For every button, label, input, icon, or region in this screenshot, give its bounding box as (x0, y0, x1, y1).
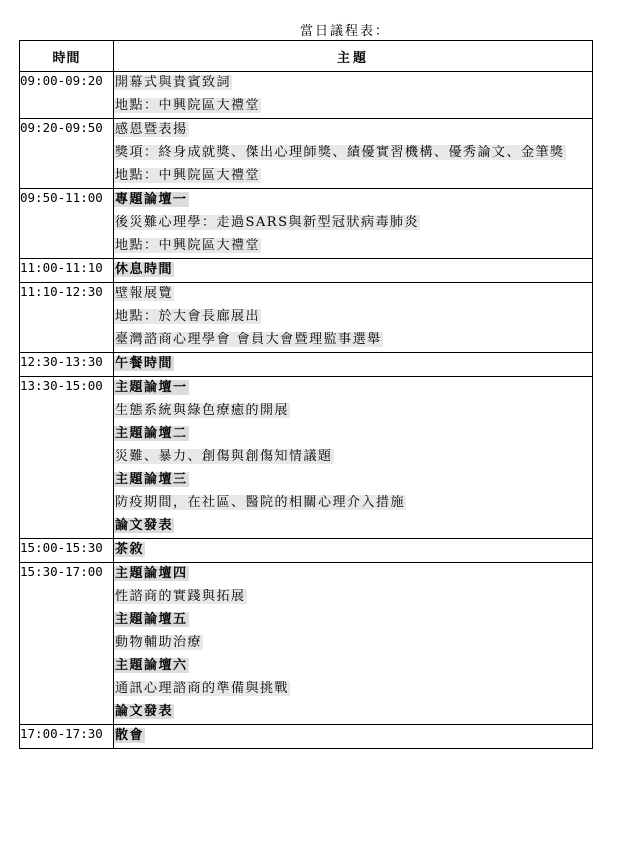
session-time: 11:00-11:10 (20, 259, 114, 283)
session-topic (114, 283, 593, 353)
session-detail (114, 446, 592, 469)
session-detail (114, 72, 592, 95)
session-text: 地點：中興院區大禮堂 (115, 238, 261, 253)
session-text: 專題論壇一 (115, 192, 188, 207)
session-text: 主題論壇四 (115, 566, 188, 581)
session-text: 午餐時間 (115, 356, 174, 371)
session-detail (114, 678, 592, 701)
session-text: 主題論壇一 (115, 380, 188, 395)
session-heading (114, 539, 592, 562)
session-heading (114, 377, 592, 400)
session-detail (114, 492, 592, 515)
session-heading (114, 259, 592, 282)
session-detail (114, 586, 592, 609)
agenda-row (20, 72, 593, 119)
session-text: 感恩暨表揚 (115, 122, 188, 137)
session-heading (114, 515, 592, 538)
session-topic (114, 539, 593, 563)
session-text: 災難、暴力、創傷與創傷知情議題 (115, 449, 333, 464)
session-detail (114, 632, 592, 655)
session-detail (114, 329, 592, 352)
session-text: 臺灣諮商心理學會 會員大會暨理監事選舉 (115, 332, 382, 347)
session-topic (114, 72, 593, 119)
agenda-row (20, 353, 593, 377)
agenda-header-row (20, 41, 593, 72)
session-detail (114, 306, 592, 329)
session-time: 17:00-17:30 (20, 725, 114, 749)
session-text: 論文發表 (115, 704, 174, 719)
header-topic: 主題 (114, 41, 593, 72)
session-text: 通訊心理諮商的準備與挑戰 (115, 681, 290, 696)
session-time: 11:10-12:30 (20, 283, 114, 353)
session-text: 地點：中興院區大禮堂 (115, 98, 261, 113)
agenda-body (20, 72, 593, 749)
agenda-caption: 當日議程表： (300, 24, 391, 39)
session-heading (114, 563, 592, 586)
session-heading (114, 725, 592, 748)
session-text: 主題論壇二 (115, 426, 188, 441)
session-text: 地點：於大會長廊展出 (115, 309, 261, 324)
session-topic (114, 563, 593, 725)
session-time: 09:50-11:00 (20, 189, 114, 259)
session-heading (114, 609, 592, 632)
session-topic (114, 259, 593, 283)
session-detail (114, 142, 592, 165)
session-detail (114, 212, 592, 235)
session-text: 茶敘 (115, 542, 145, 557)
session-topic (114, 353, 593, 377)
agenda-row (20, 539, 593, 563)
session-text: 主題論壇三 (115, 472, 188, 487)
agenda-row (20, 725, 593, 749)
session-text: 壁報展覽 (115, 286, 174, 301)
session-text: 散會 (115, 728, 145, 743)
session-detail (114, 95, 592, 118)
session-detail (114, 400, 592, 423)
header-time: 時間 (20, 41, 114, 72)
session-heading (114, 353, 592, 376)
session-topic (114, 377, 593, 539)
session-detail (114, 283, 592, 306)
agenda-row (20, 119, 593, 189)
session-time: 09:20-09:50 (20, 119, 114, 189)
session-time: 13:30-15:00 (20, 377, 114, 539)
session-text: 性諮商的實踐與拓展 (115, 589, 246, 604)
session-text: 動物輔助治療 (115, 635, 203, 650)
session-heading (114, 655, 592, 678)
session-time: 12:30-13:30 (20, 353, 114, 377)
session-heading (114, 701, 592, 724)
session-topic (114, 189, 593, 259)
session-topic (114, 725, 593, 749)
session-heading (114, 189, 592, 212)
session-text: 休息時間 (115, 262, 174, 277)
agenda-row (20, 377, 593, 539)
agenda-row (20, 259, 593, 283)
session-detail (114, 165, 592, 188)
session-text: 生態系統與綠色療癒的開展 (115, 403, 290, 418)
session-text: 主題論壇五 (115, 612, 188, 627)
session-text: 主題論壇六 (115, 658, 188, 673)
session-text: 後災難心理學：走過SARS與新型冠狀病毒肺炎 (115, 215, 419, 230)
session-text: 地點：中興院區大禮堂 (115, 168, 261, 183)
session-text: 開幕式與貴賓致詞 (115, 75, 232, 90)
session-text: 論文發表 (115, 518, 174, 533)
session-detail (114, 235, 592, 258)
session-topic (114, 119, 593, 189)
session-heading (114, 469, 592, 492)
session-time: 15:00-15:30 (20, 539, 114, 563)
agenda-row (20, 283, 593, 353)
agenda-row (20, 189, 593, 259)
session-time: 15:30-17:00 (20, 563, 114, 725)
session-heading (114, 423, 592, 446)
agenda-table (19, 40, 593, 749)
session-time: 09:00-09:20 (20, 72, 114, 119)
session-text: 獎項：終身成就獎、傑出心理師獎、績優實習機構、優秀論文、金筆獎 (115, 145, 565, 160)
agenda-row (20, 563, 593, 725)
session-detail (114, 119, 592, 142)
session-text: 防疫期間，在社區、醫院的相關心理介入措施 (115, 495, 406, 510)
